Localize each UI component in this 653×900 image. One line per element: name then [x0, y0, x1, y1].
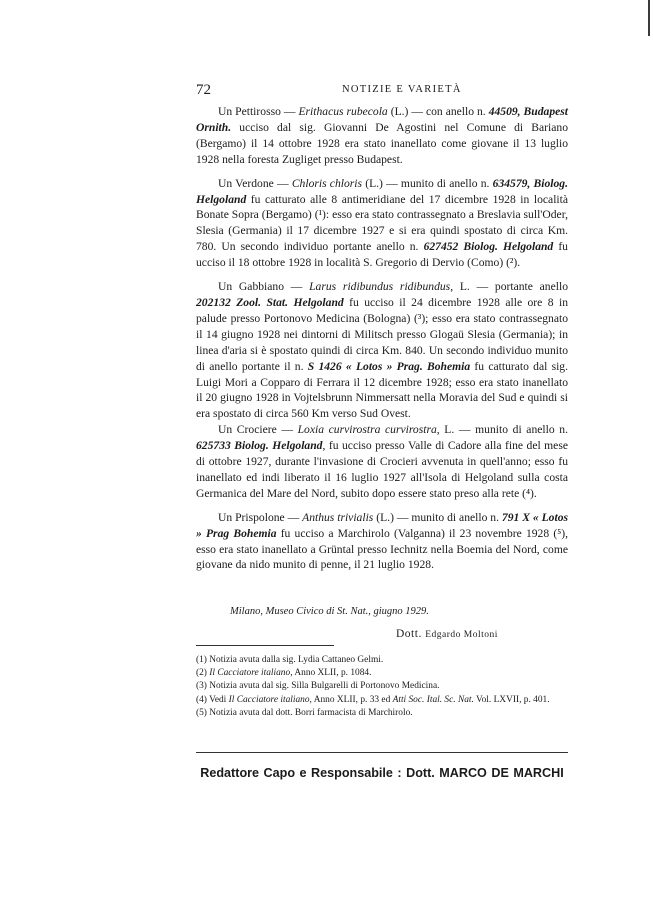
citation-title: Il Cacciatore italiano	[209, 668, 291, 679]
text-span: fu ucciso il 18 ottobre 1928 in località S. Gregorio di Dervio (Como) (²).	[196, 240, 568, 270]
ring-number: S 1426 « Lotos » Prag. Bohemia	[307, 359, 471, 373]
text-span: Un Verdone —	[218, 176, 292, 190]
ring-number: 634579, Biolog. Helgoland	[196, 176, 568, 206]
text-span: , Anno XLII, p. 33 ed	[309, 694, 393, 705]
footnotes	[196, 654, 568, 720]
species-name: Loxia curvirostra curvirostra	[297, 423, 437, 437]
author-name: Edgardo Moltoni	[425, 630, 498, 640]
text-span: (2)	[196, 668, 210, 679]
species-name: Chloris chloris	[291, 176, 363, 190]
ring-number: 202132 Zool. Stat. Helgoland	[196, 295, 344, 309]
paragraph-prispolone	[196, 510, 568, 574]
species-name: Erithacus rubecola	[298, 105, 388, 118]
text-span: Un Pettirosso —	[218, 105, 299, 118]
editor-credit: Redattore Capo e Responsabile : Dott. MARCO DE MARCHI	[200, 766, 564, 780]
text-span: , L. — munito di anello n.	[436, 423, 568, 437]
footer-divider	[196, 752, 568, 753]
footnote-1: (1) Notizia avuta dalla sig. Lydia Cattaneo Gelmi.	[196, 655, 384, 665]
text-span: (L.) — munito di anello n.	[373, 510, 502, 524]
footnote-divider	[196, 645, 334, 646]
paragraph-crociere	[196, 422, 568, 502]
signature-author	[396, 628, 498, 640]
footnote-5: (5) Notizia avuta dal dott. Borri farmacista di Marchirolo.	[196, 707, 413, 718]
signature-place-date: Milano, Museo Civico di St. Nat., giugno 1929.	[230, 606, 429, 617]
text-span: Vol. LXVII, p. 401.	[473, 694, 550, 705]
text-span: (L.) — munito di anello n.	[362, 176, 493, 190]
text-span: ucciso dal sig. Giovanni De Agostini nel Comune di Bariano (Bergamo) il 14 ottobre 1928 era stato inanellato come giovane il 13 luglio 1928 nella foresta Zugliget presso Budapest.	[196, 120, 568, 166]
paragraph-verdone	[196, 176, 568, 271]
text-span: , fu ucciso presso Valle di Cadore alla fine del mese di ottobre 1927, durante l'invasione di Crocieri avvenuta in quell'anno; esso fu inanellato ed indi liberato il 16 luglio 1927 all'Isola di Helgoland sulla costa Germanica del Mare del Nord, subito dopo essere stato preso alla rete (⁴).	[196, 439, 568, 500]
text-span: fu catturato alle 8 antimeridiane del 17 dicembre 1928 in località Bonate Sopra (Bergamo) (¹): esso era stato contrassegnato a Breslavia sull'Oder, Slesia (Germania) il 17 dicembre 1927 e si era quindi spostato di circa Km. 780. Un secondo individuo portante anello n.	[196, 192, 568, 254]
paragraph-pettirosso	[196, 104, 568, 168]
ring-number: 627452 Biolog. Helgoland	[423, 240, 554, 254]
citation-title: Atti Soc. Ital. Sc. Nat.	[392, 694, 474, 705]
footnote-2	[196, 667, 568, 680]
footnote-4	[196, 694, 568, 707]
text-span: (4) Vedi	[196, 694, 229, 705]
page-number: 72	[196, 82, 211, 98]
paragraph-gabbiano	[196, 279, 568, 422]
text-span: fu catturato dal sig. Luigi Mori a Copparo di Ferrara il 12 dicembre 1928; esso era stato inanellato il 20 giugno 1928 in Vojtelsbrunn Nimmersatt nella Moravia del Sud e quindi si era spostato di circa 560 Km verso Sud Ovest.	[196, 359, 568, 421]
ring-number: 791 X « Lotos » Prag Bohemia	[196, 510, 568, 540]
text-span: Un Prispolone —	[218, 510, 303, 524]
text-span: Un Crociere —	[218, 423, 298, 437]
text-span: fu ucciso a Marchirolo (Valganna) il 23 novembre 1928 (⁵), esso era stato inanellato a Grüntal presso Iechnitz nella Boemia del Nord, come giovane da nido munito di penne, il 21 luglio 1928.	[196, 526, 568, 572]
running-title: NOTIZIE E VARIETÀ	[342, 84, 462, 95]
page-edge-line	[648, 0, 650, 36]
text-span: fu ucciso il 24 dicembre 1928 alle ore 8 in palude presso Portonovo Medicina (Bologna) (³); esso era stato contrassegnato il 14 giugno 1928 nei dintorni di Militsch presso Glogaü Slesia (Germania); in linea d'aria si è spostato quindi di circa Km. 840. Un secondo individuo munito di anello portante il n.	[196, 295, 568, 373]
ring-number: 44509, Budapest Ornith.	[196, 105, 569, 134]
ring-number: 625733 Biolog. Helgoland	[196, 439, 323, 453]
citation-title: Il Cacciatore italiano	[228, 694, 310, 705]
text-span: , L. — portante anello	[450, 280, 568, 294]
species-name: Larus ridibundus ridibundus	[309, 280, 451, 294]
text-span: , Anno XLII, p. 1084.	[290, 668, 372, 679]
article-body	[196, 104, 568, 581]
author-prefix: Dott.	[396, 628, 422, 640]
footnote-3: (3) Notizia avuta dal sig. Silla Bulgarelli di Portonovo Medicina.	[196, 681, 440, 692]
text-span: (L.) — con anello n.	[387, 105, 489, 118]
species-name: Anthus trivialis	[302, 510, 374, 524]
text-span: Un Gabbiano —	[218, 280, 310, 294]
